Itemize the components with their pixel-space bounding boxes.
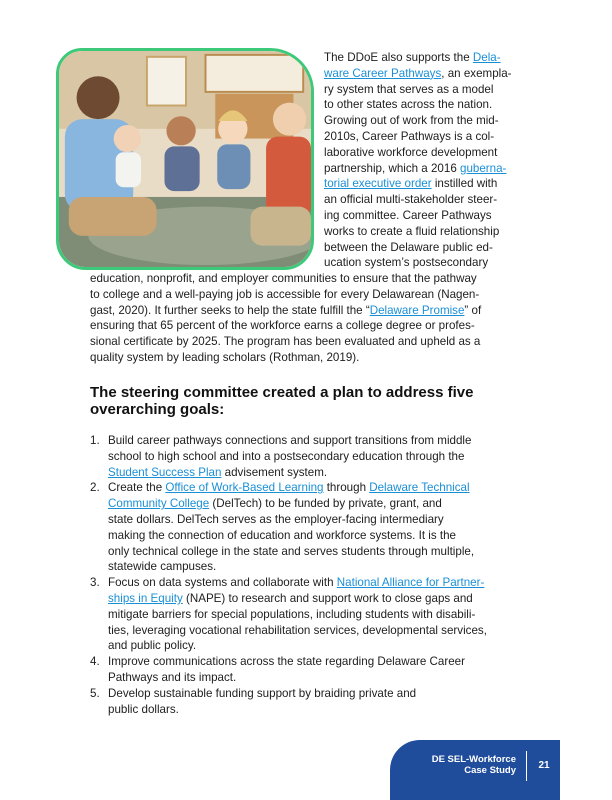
- text-line: [324, 161, 530, 177]
- text-segment: only technical college in the state and serves students through multiple,: [108, 544, 475, 558]
- inline-link[interactable]: Student Success Plan: [108, 465, 222, 479]
- text-line: [324, 176, 530, 192]
- goal-number: 3.: [90, 576, 100, 590]
- text-segment: and public policy.: [108, 639, 197, 653]
- text-line: [324, 97, 530, 113]
- goal-item: [90, 480, 522, 575]
- goal-item: [90, 686, 522, 718]
- text-segment: state dollars. DelTech serves as the employer-facing intermediary: [108, 512, 444, 526]
- text-line: [108, 449, 522, 465]
- text-line: [90, 303, 522, 319]
- footer-line1: DE SEL-Workforce: [431, 754, 516, 765]
- text-line: [324, 66, 530, 82]
- text-segment: mitigate barriers for special populations, including students with disabili-: [108, 607, 476, 621]
- text-segment: quality system by leading scholars (Rothman, 2019).: [90, 350, 360, 364]
- text-line: [108, 654, 522, 670]
- goal-item: [90, 575, 522, 654]
- text-line: [108, 433, 522, 449]
- text-segment: to other states across the nation.: [324, 98, 493, 112]
- goal-number: 2.: [90, 481, 100, 495]
- text-segment: making the connection of education and workforce systems. It is the: [108, 528, 456, 542]
- section-heading: The steering committee created a plan to address five overarching goals:: [90, 384, 474, 418]
- text-line: [90, 350, 522, 366]
- text-line: [108, 623, 522, 639]
- text-segment: school to high school and into a postsecondary education through the: [108, 449, 465, 463]
- text-segment: Develop sustainable funding support by braiding private and: [108, 686, 417, 700]
- inline-link[interactable]: guberna-: [460, 161, 507, 175]
- text-segment: ucation system’s postsecondary: [324, 256, 489, 270]
- text-line: [324, 82, 530, 98]
- text-line: [324, 50, 530, 66]
- inline-link[interactable]: National Alliance for Partner-: [336, 576, 485, 590]
- text-line: [108, 512, 522, 528]
- text-segment: works to create a fluid relationship: [324, 224, 500, 238]
- text-segment: ensuring that 65 percent of the workforce earns a college degree or profes-: [90, 319, 475, 333]
- text-segment: public dollars.: [108, 702, 179, 716]
- text-segment: education, nonprofit, and employer communities to ensure that the pathway: [90, 272, 477, 285]
- text-line: [108, 686, 522, 702]
- text-segment: Focus on data systems and collaborate with: [108, 576, 337, 590]
- text-segment: partnership, which a 2016: [324, 161, 460, 175]
- text-line: [324, 113, 530, 129]
- footer-line2: Case Study: [464, 765, 516, 776]
- text-segment: to college and a well-paying job is accessible for every Delawarean (Nagen-: [90, 287, 480, 301]
- inline-link[interactable]: Community College: [108, 497, 210, 511]
- text-line: [108, 575, 522, 591]
- text-line: [324, 224, 530, 240]
- text-segment: between the Delaware public ed-: [324, 240, 493, 254]
- inline-link[interactable]: Office of Work-Based Learning: [165, 481, 324, 495]
- inline-link[interactable]: torial executive order: [324, 177, 432, 191]
- text-line: [108, 528, 522, 544]
- inline-link[interactable]: Dela-: [472, 51, 501, 64]
- goals-list: [90, 433, 522, 717]
- goal-number: 4.: [90, 655, 100, 669]
- footer-label: [404, 754, 516, 776]
- text-segment: ties, leveraging vocational rehabilitation services, developmental services,: [108, 623, 487, 637]
- text-line: [108, 638, 522, 654]
- text-segment: ry system that serves as a model: [324, 82, 494, 96]
- text-segment: (NAPE) to research and support work to close gaps and: [182, 591, 473, 605]
- text-line: [324, 129, 530, 145]
- text-line: [90, 271, 522, 287]
- text-line: [108, 465, 522, 481]
- text-line: [324, 192, 530, 208]
- text-line: [324, 145, 530, 161]
- text-segment: sional certificate by 2025. The program has been evaluated and upheld as a: [90, 335, 481, 349]
- text-line: [108, 607, 522, 623]
- text-segment: laborative workforce development: [324, 145, 498, 159]
- text-segment: Growing out of work from the mid-: [324, 114, 499, 128]
- goal-item: [90, 654, 522, 686]
- text-segment: 2010s, Career Pathways is a col-: [324, 129, 495, 143]
- text-line: [324, 255, 530, 271]
- intro-paragraph-wrapped: [324, 50, 530, 271]
- text-line: [90, 318, 522, 334]
- text-segment: ing committee. Career Pathways: [324, 208, 492, 222]
- goal-item: [90, 433, 522, 480]
- text-segment: Improve communications across the state regarding Delaware Career: [108, 655, 465, 669]
- text-segment: through: [323, 481, 370, 495]
- text-segment: (DelTech) to be funded by private, grant, and: [209, 497, 442, 511]
- text-line: [90, 287, 522, 303]
- intro-paragraph-continued: [90, 271, 522, 366]
- classroom-photo: [56, 48, 314, 270]
- text-segment: gast, 2020). It further seeks to help the state fulfill the “: [90, 303, 370, 317]
- text-line: [108, 591, 522, 607]
- page-number: 21: [538, 760, 550, 771]
- text-line: [108, 670, 522, 686]
- text-segment: statewide campuses.: [108, 560, 217, 574]
- classroom-illustration: [59, 51, 311, 267]
- text-segment: Pathways and its impact.: [108, 670, 237, 684]
- text-segment: instilled with: [431, 177, 498, 191]
- text-line: [108, 480, 522, 496]
- text-line: [108, 496, 522, 512]
- text-segment: advisement system.: [221, 465, 328, 479]
- text-segment: The DDoE also supports the: [324, 51, 473, 64]
- inline-link[interactable]: ware Career Pathways: [324, 66, 442, 80]
- text-line: [324, 208, 530, 224]
- inline-link[interactable]: Delaware Technical: [369, 481, 470, 495]
- text-segment: Create the: [108, 481, 166, 495]
- text-line: [90, 334, 522, 350]
- footer-divider: [526, 751, 527, 781]
- text-segment: Build career pathways connections and support transitions from middle: [108, 434, 472, 447]
- text-line: [108, 559, 522, 575]
- inline-link[interactable]: ships in Equity: [108, 591, 183, 605]
- text-line: [324, 240, 530, 256]
- inline-link[interactable]: Delaware Promise: [369, 303, 465, 317]
- text-line: [108, 544, 522, 560]
- text-segment: ” of: [464, 303, 482, 317]
- text-line: [108, 702, 522, 718]
- text-segment: an official multi-stakeholder steer-: [324, 193, 498, 207]
- goal-number: 5.: [90, 686, 100, 700]
- text-segment: , an exempla-: [441, 66, 512, 80]
- goal-number: 1.: [90, 434, 100, 447]
